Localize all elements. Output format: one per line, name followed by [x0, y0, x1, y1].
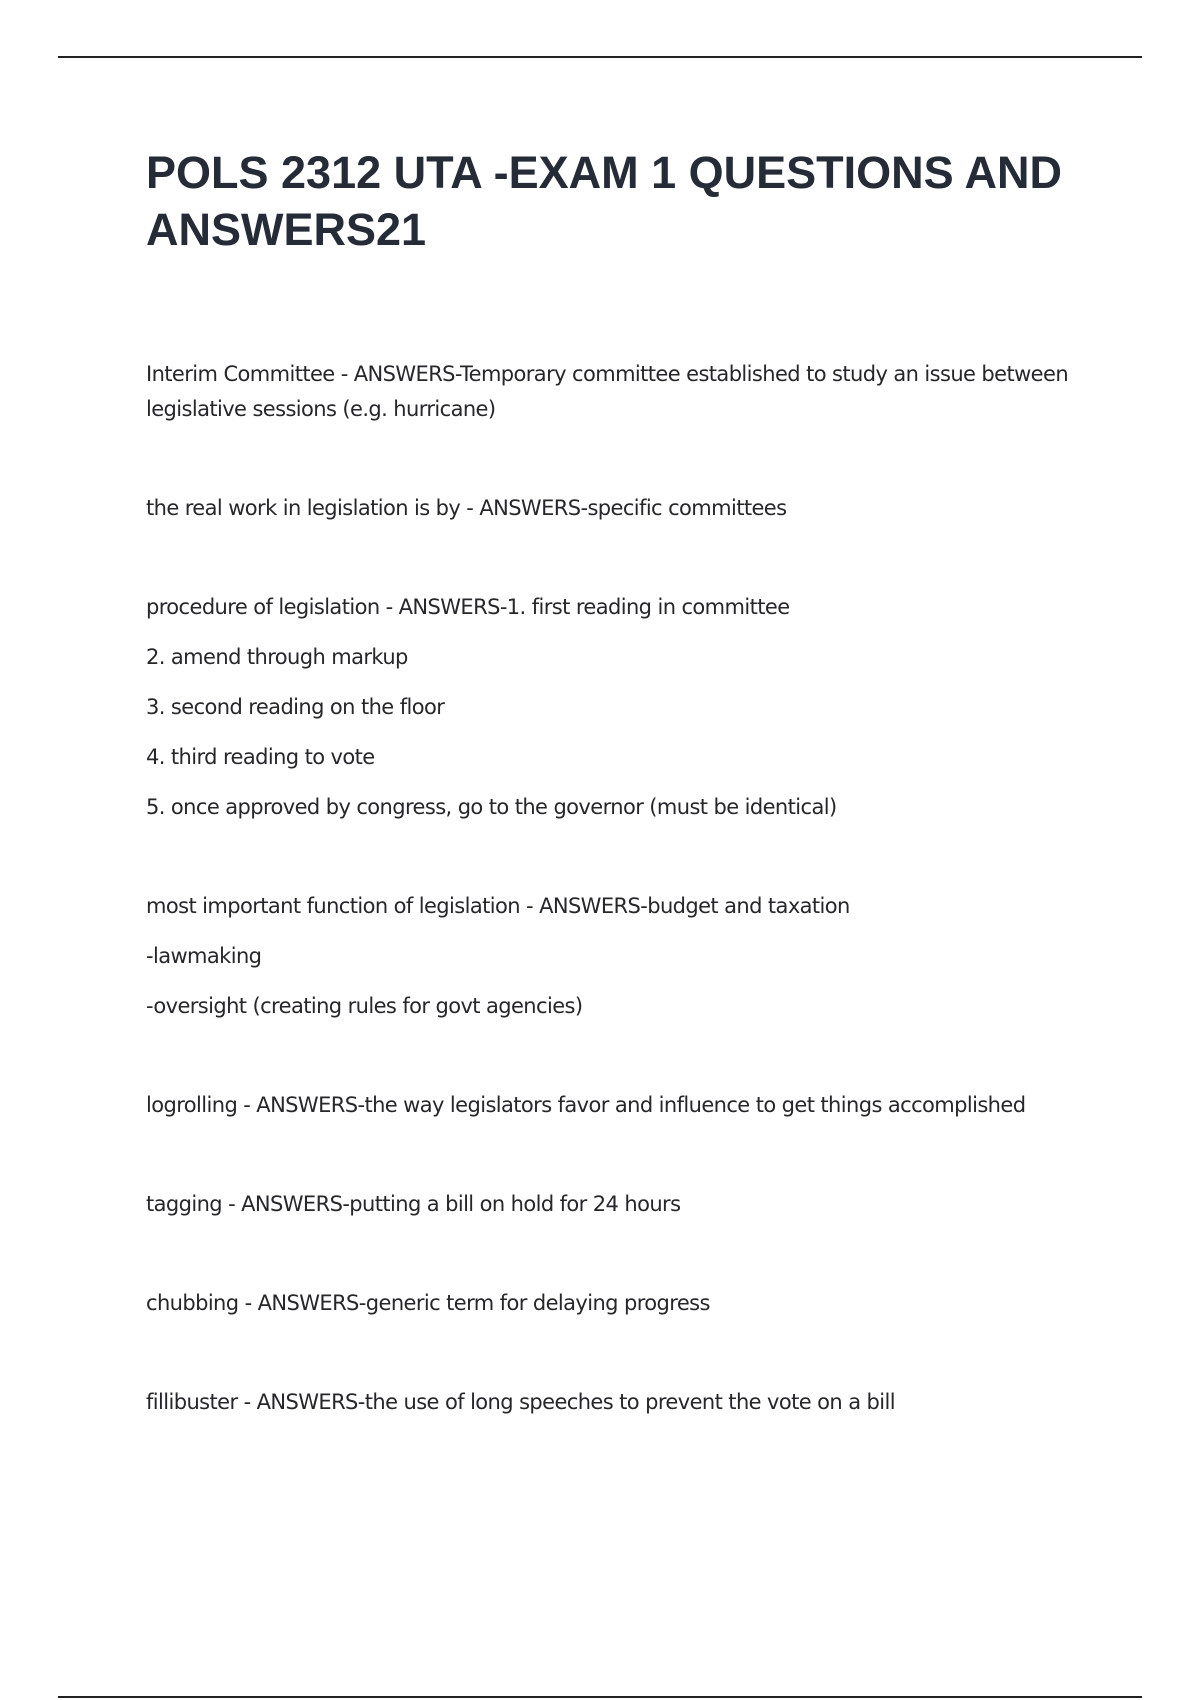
- qa-line: most important function of legislation - ANSWERS-budget and taxation: [146, 894, 850, 918]
- qa-entry: [146, 1385, 1086, 1420]
- qa-line: tagging - ANSWERS-putting a bill on hold for 24 hours: [146, 1192, 681, 1216]
- qa-line: Interim Committee - ANSWERS-Temporary committee established to study an issue between legislative sessions (e.g. hurricane): [146, 362, 1069, 421]
- qa-line: fillibuster - ANSWERS-the use of long speeches to prevent the vote on a bill: [146, 1390, 895, 1414]
- qa-entry: [146, 590, 1086, 825]
- document-title: POLS 2312 UTA -EXAM 1 QUESTIONS AND ANSWERS21: [146, 147, 1062, 255]
- qa-entry: [146, 1088, 1086, 1123]
- qa-line: 2. amend through markup: [146, 645, 408, 669]
- qa-line: 3. second reading on the floor: [146, 695, 445, 719]
- qa-line: -lawmaking: [146, 944, 262, 968]
- qa-line: logrolling - ANSWERS-the way legislators favor and influence to get things accomplished: [146, 1093, 1026, 1117]
- qa-line: 5. once approved by congress, go to the governor (must be identical): [146, 795, 837, 819]
- qa-entry: [146, 889, 1086, 1024]
- qa-line: chubbing - ANSWERS-generic term for delaying progress: [146, 1291, 710, 1315]
- qa-list: [146, 357, 1086, 1484]
- top-divider: [58, 56, 1142, 58]
- qa-entry: [146, 491, 1086, 526]
- qa-entry: [146, 357, 1086, 427]
- qa-entry: [146, 1286, 1086, 1321]
- qa-line: 4. third reading to vote: [146, 745, 375, 769]
- qa-line: the real work in legislation is by - ANSWERS-specific committees: [146, 496, 787, 520]
- qa-line: procedure of legislation - ANSWERS-1. first reading in committee: [146, 595, 790, 619]
- qa-line: -oversight (creating rules for govt agencies): [146, 994, 583, 1018]
- qa-entry: [146, 1187, 1086, 1222]
- bottom-divider: [58, 1696, 1142, 1698]
